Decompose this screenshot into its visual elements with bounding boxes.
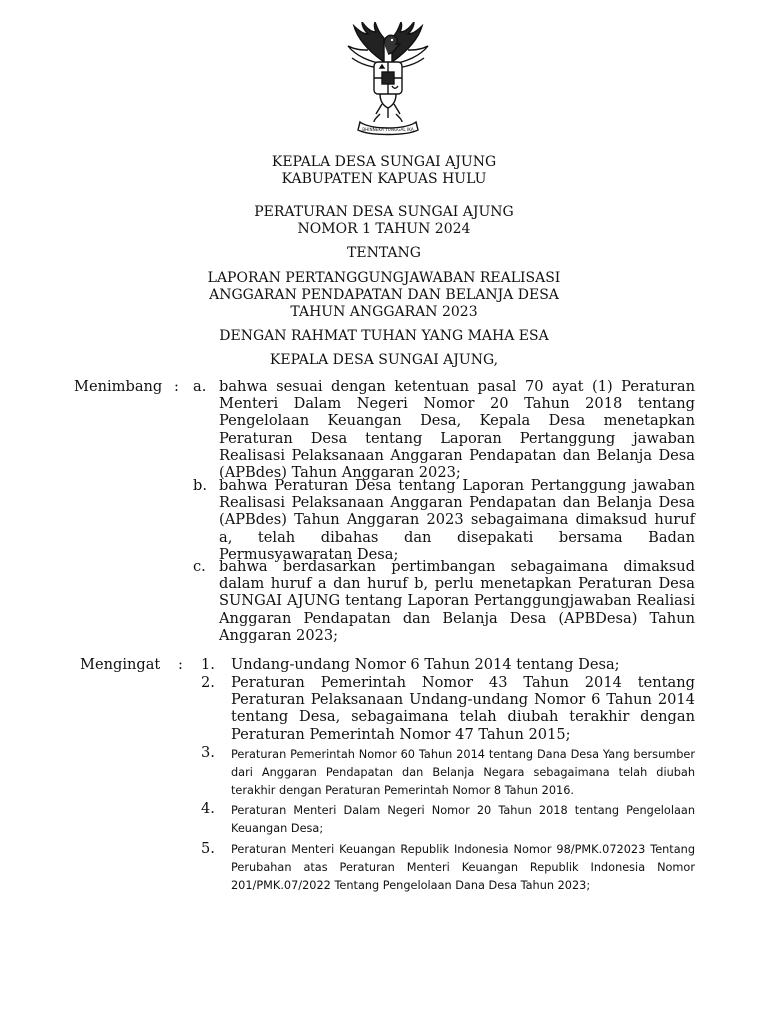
regulation-number: NOMOR 1 TAHUN 2024 [297, 221, 471, 237]
consideration-marker: a. [193, 378, 207, 395]
reference-item: Peraturan Menteri Dalam Negeri Nomor 20 Tahun 2018 tentang Pengelolaan Keuangan Desa; [231, 804, 695, 835]
reference-item: Undang-undang Nomor 6 Tahun 2014 tentang Desa; [231, 656, 620, 673]
reference-item: Peraturan Menteri Keuangan Republik Indonesia Nomor 98/PMK.072023 Tentang Perubahan atas Peraturan Menteri Keuangan Republik Indonesia Nomor 201/PMK.07/2022 Tentang Pengelolaan Dana Desa Tahun 2023; [231, 843, 695, 892]
regulation-line: PERATURAN DESA SUNGAI AJUNG [254, 204, 514, 220]
official-text: KEPALA DESA SUNGAI AJUNG, [269, 352, 499, 368]
consideration-item: bahwa Peraturan Desa tentang Laporan Pertanggung jawaban Realisasi Pelaksanaan Anggaran Pendapatan dan Belanja Desa (APBdes) Tahun Anggaran 2023 sebagaimana dimaksud huruf a, telah dibahas dan disepakati bersama Badan Permusyawaratan Desa; [219, 477, 695, 563]
reference-marker: 1. [201, 656, 215, 673]
about-label [0, 245, 768, 262]
authority-line: KEPALA DESA SUNGAI AJUNG [271, 154, 497, 170]
section-colon: : [178, 656, 183, 673]
blessing-text: DENGAN RAHMAT TUHAN YANG MAHA ESA [219, 328, 549, 344]
blessing-line [0, 328, 768, 345]
about-text: TENTANG [347, 245, 421, 261]
garuda-emblem-icon [340, 22, 436, 140]
consideration-item: bahwa sesuai dengan ketentuan pasal 70 ayat (1) Peraturan Menteri Dalam Negeri Nomor 20 Tahun 2018 tentang Pengelolaan Keuangan Desa, Kepala Desa menetapkan Peraturan Desa tentang Laporan Pertanggung jawaban Realisasi Pelaksanaan Anggaran Pendapatan dan Belanja Desa (APBdes) Tahun Anggaran 2023; [219, 378, 695, 482]
official-line [0, 352, 768, 369]
subject-line: TAHUN ANGGARAN 2023 [290, 304, 478, 320]
subject-line: ANGGARAN PENDAPATAN DAN BELANJA DESA [209, 287, 559, 303]
authority-heading [0, 154, 768, 188]
reference-marker: 2. [201, 674, 215, 691]
reference-item: Peraturan Pemerintah Nomor 60 Tahun 2014 tentang Dana Desa Yang bersumber dari Anggaran Pendapatan dan Belanja Negara sebagaimana telah diubah terakhir dengan Peraturan Pemerintah Nomor 8 Tahun 2016. [231, 748, 695, 797]
subject-line: LAPORAN PERTANGGUNGJAWABAN REALISASI [207, 270, 561, 286]
consideration-item: bahwa berdasarkan pertimbangan sebagaimana dimaksud dalam huruf a dan huruf b, perlu menetapkan Peraturan Desa SUNGAI AJUNG tentang Laporan Pertanggungjawaban Realiasi Anggaran Pendapatan dan Belanja Desa (APBDesa) Tahun Anggaran 2023; [219, 558, 695, 644]
consideration-marker: c. [193, 558, 206, 575]
consideration-marker: b. [193, 477, 207, 494]
reference-marker: 5. [201, 840, 215, 857]
section-label: Mengingat [80, 656, 161, 673]
section-label: Menimbang [74, 378, 163, 395]
svg-text:BHINNEKA TUNGGAL IKA: BHINNEKA TUNGGAL IKA [362, 127, 414, 132]
regulation-title [0, 204, 768, 238]
reference-marker: 4. [201, 800, 215, 817]
regulation-subject [0, 270, 768, 321]
reference-marker: 3. [201, 744, 215, 761]
reference-item: Peraturan Pemerintah Nomor 43 Tahun 2014 tentang Peraturan Pelaksanaan Undang-undang Nomor 6 Tahun 2014 tentang Desa, sebagaimana telah diubah terakhir dengan Peraturan Pemerintah Nomor 47 Tahun 2015; [231, 674, 695, 743]
section-colon: : [174, 378, 179, 395]
authority-line: KABUPATEN KAPUAS HULU [281, 171, 487, 187]
